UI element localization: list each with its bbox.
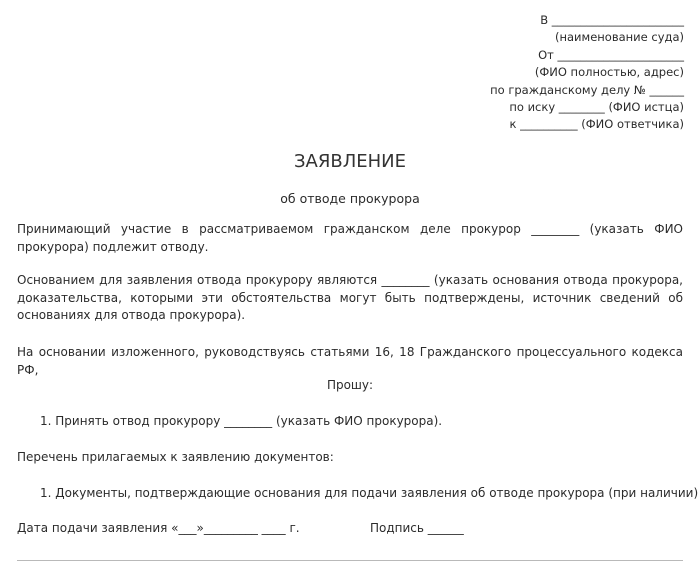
date-line: Дата подачи заявления «___»_________ ____ г. (17, 521, 300, 535)
case-number-line: по гражданскому делу № ______ (490, 82, 684, 97)
paragraph-grounds: Основанием для заявления отвода прокурору являются ________ (указать основания отвода прокурора, доказательства, которыми эти обстоятельства могут быть подтверждены, источник сведений об основаниях для отвода прокурора). (17, 273, 683, 322)
from-hint: (ФИО полностью, адрес) (534, 65, 684, 80)
document-title: ЗАЯВЛЕНИЕ (294, 151, 406, 172)
addressee-block (424, 12, 684, 134)
paragraph-prosecutor: Принимающий участие в рассматриваемом гражданском деле прокурор ________ (указать ФИО прокурора) подлежит отводу. (17, 222, 683, 254)
paragraph-legal-basis: На основании изложенного, руководствуясь статьями 16, 18 Гражданского процессуального кодекса РФ, (17, 345, 683, 377)
plaintiff-line: по иску ________ (ФИО истца) (509, 99, 684, 114)
bottom-divider (17, 560, 683, 561)
signature-line: Подпись ______ (370, 521, 464, 535)
attachment-item: 1. Документы, подтверждающие основания для подачи заявления об отводе прокурора (при наличии) (40, 486, 699, 500)
document-subtitle: об отводе прокурора (280, 191, 420, 206)
request-item: 1. Принять отвод прокурору ________ (указать ФИО прокурора). (40, 414, 443, 428)
attachments-heading: Перечень прилагаемых к заявлению документов: (17, 450, 334, 464)
court-line: В _______________________ (540, 13, 684, 27)
defendant-line: к __________ (ФИО ответчика) (509, 117, 684, 132)
court-hint: (наименование суда) (555, 30, 684, 45)
request-heading: Прошу: (326, 378, 374, 392)
from-line: От ______________________ (538, 47, 684, 62)
